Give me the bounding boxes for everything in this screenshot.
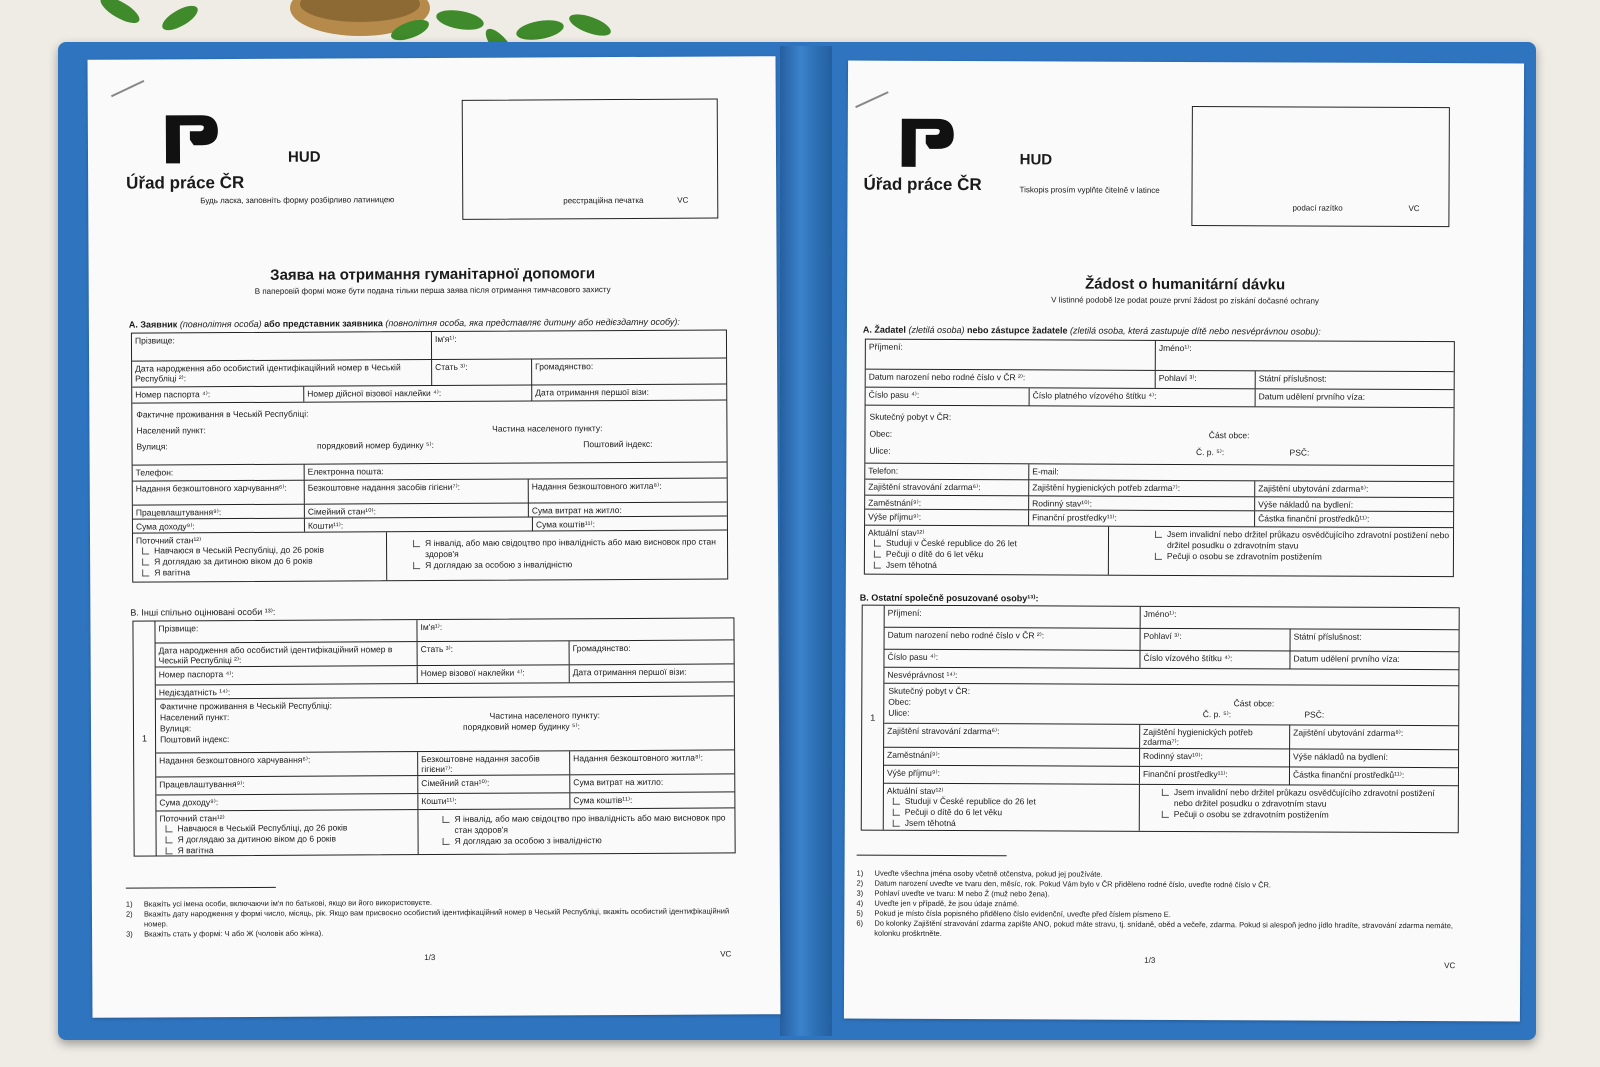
section-a-applicant: Žadatel — [874, 324, 906, 335]
b-field-hygiene[interactable]: Безкоштовне надання засобів гігієни⁷⁾: — [418, 751, 570, 775]
b-field-postcode[interactable]: Поштовий індекс: — [160, 734, 230, 745]
field-email[interactable]: Електронна пошта: — [307, 466, 384, 477]
page-number: 1/3 — [1144, 955, 1156, 965]
section-a-rep-note: (повнолітня особа, яка представляє дитину або недієздатну особу): — [385, 316, 680, 329]
footnote-text: Datum narození uveďte ve tvaru den, měsíc, rok. Pokud Vám bylo v ČR přiděleno rodné číslo, uveďte rodné číslo v ČR. — [874, 878, 1272, 890]
b-status-option[interactable]: Я інвалід, або маю свідоцтво про інвалідність або маю висновок про стан здоров'я — [436, 812, 731, 836]
status-right — [1109, 527, 1453, 577]
footnote-text: Pokud je místo čísla popisného přiděleno číslo evidenční, uveďte před číslem písmeno E. — [874, 908, 1171, 919]
b-status-title: Aktuální stav¹²⁾ — [886, 785, 944, 796]
field-food[interactable]: Надання безкоштовного харчування⁶⁾: — [133, 481, 305, 505]
status-option[interactable]: Pečuji o dítě do 6 let věku — [868, 549, 1105, 561]
field-citizenship[interactable]: Громадянство: — [535, 361, 594, 372]
b-status-option[interactable]: Я вагітна — [160, 844, 415, 855]
section-b-heading: B. Інші спільно оцінювані особи ¹³⁾: — [130, 606, 276, 618]
stamp-code: VC — [1408, 203, 1420, 214]
section-a-form — [864, 339, 1455, 578]
section-a-heading — [129, 317, 680, 330]
b-field-visa-date[interactable]: Datum udělení prvního víza: — [1293, 653, 1400, 664]
b-field-funds[interactable]: Finanční prostředky¹¹⁾: — [1140, 767, 1290, 785]
field-funds[interactable]: Finanční prostředky¹¹⁾: — [1029, 510, 1255, 526]
field-housing[interactable]: Zajištění ubytování zdarma⁸⁾: — [1258, 483, 1369, 494]
footnote-divider — [857, 855, 1007, 857]
b-status-right — [1140, 785, 1458, 832]
b-field-street[interactable]: Вулиця: — [159, 723, 192, 734]
b-field-funds-amount[interactable]: Částka finanční prostředků¹¹⁾: — [1292, 769, 1405, 780]
b-field-incapacity[interactable]: Недієздатність ¹⁴⁾: — [158, 687, 231, 698]
field-municipality-part[interactable]: Část obce: — [1208, 430, 1250, 441]
residence-label: Skutečný pobyt v ČR: — [869, 411, 952, 422]
b-field-postcode[interactable]: PSČ: — [1304, 709, 1325, 720]
b-field-municipality[interactable]: Obec: — [888, 696, 912, 707]
b-status-left — [884, 784, 1140, 831]
b-status-option[interactable]: Навчаюся в Чеській Республіці, до 26 років — [159, 822, 414, 834]
field-sex[interactable]: Стать ³⁾: — [432, 359, 532, 385]
b-field-citizenship[interactable]: Громадянство: — [572, 642, 631, 654]
field-surname[interactable]: Прізвище: — [132, 332, 432, 361]
footnote-number: 4) — [856, 898, 864, 908]
b-status-right — [418, 808, 734, 854]
field-sex[interactable]: Pohlaví ³⁾: — [1156, 371, 1256, 388]
footnotes — [126, 896, 736, 939]
field-employment[interactable]: Працевлаштування⁹⁾: — [133, 505, 305, 519]
field-email[interactable]: E-mail: — [1032, 466, 1059, 477]
section-a-applicant-note: (повнолітня особа) — [179, 318, 262, 330]
b-field-housing-costs[interactable]: Výše nákladů na bydlení: — [1293, 751, 1389, 762]
b-field-funds[interactable]: Кошти¹¹⁾: — [418, 793, 570, 809]
status-title: Aktuální stav¹²⁾ — [868, 527, 925, 538]
b-field-employment[interactable]: Працевлаштування⁹⁾: — [156, 776, 418, 794]
section-a-heading — [863, 325, 1321, 337]
b-field-passport[interactable]: Číslo pasu ⁴⁾: — [884, 650, 1140, 668]
fill-hint: Будь ласка, заповніть форму розбірливо латиницею — [200, 195, 395, 206]
field-dob[interactable]: Datum narození nebo rodné číslo v ČR ²⁾: — [866, 370, 1156, 388]
field-visa-date[interactable]: Дата отримання першої візи: — [535, 386, 650, 398]
b-residence-block — [884, 684, 1458, 726]
footer-code: VC — [720, 949, 732, 959]
b-field-municipality-part[interactable]: Část obce: — [1233, 698, 1275, 709]
b-field-surname[interactable]: Прізвище: — [155, 620, 417, 642]
b-field-passport[interactable]: Номер паспорта ⁴⁾: — [156, 666, 418, 684]
form-subtitle: В паперовій формі може бути подана тільки перша заява після отримання тимчасового захисту — [254, 285, 611, 296]
b-residence-label: Фактичне проживання в Чеській Республіці: — [159, 700, 333, 712]
b-field-locality-part[interactable]: Частина населеного пункту: — [489, 710, 600, 721]
b-field-street[interactable]: Ulice: — [888, 707, 910, 718]
b-field-income[interactable]: Сума доходу⁹⁾: — [156, 794, 418, 810]
page-number: 1/3 — [424, 952, 436, 963]
b-field-visa-date[interactable]: Дата отримання першої візи: — [572, 666, 687, 678]
form-subtitle: V listinné podobě lze podat pouze první žádost po získání dočasné ochrany — [1051, 295, 1319, 306]
field-street[interactable]: Вулиця: — [136, 441, 168, 452]
status-option[interactable]: Jsem invalidní nebo držitel průkazu osvědčujícího zdravotní postižení nebo držitel posudku o zdravotním stavu — [1149, 529, 1450, 552]
form-title: Žádost o humanitární dávku — [1085, 275, 1286, 294]
field-street[interactable]: Ulice: — [869, 445, 891, 456]
field-income[interactable]: Výše příjmu⁹⁾: — [865, 510, 1029, 526]
b-field-locality[interactable]: Населений пункт: — [159, 712, 230, 723]
field-citizenship[interactable]: Státní příslušnost: — [1258, 373, 1327, 384]
footnote-text: Вкажіть стать у формі: Ч або Ж (чоловік або жінка). — [144, 928, 324, 939]
section-b-form — [132, 617, 735, 856]
field-dob[interactable]: Дата народження або особистий ідентифікаційний номер в Чеській Республіці ²⁾: — [132, 360, 432, 387]
stamp-box — [462, 99, 719, 220]
field-hygiene[interactable]: Безкоштовне надання засобів гігієни⁷⁾: — [305, 480, 529, 504]
field-visa-sticker[interactable]: Номер дійсної візової наклейки ⁴⁾: — [304, 385, 532, 401]
footnote-text: Вкажіть дату народження у формі число, місяць, рік. Якщо вам присвоєно особистий ідентифікаційний номер в Чеській Республіці, вкажіть особистий ідентифікаційний номер. — [143, 906, 730, 929]
footnote-divider — [126, 887, 276, 889]
status-option[interactable]: Я доглядаю за особою з інвалідністю — [407, 558, 724, 571]
status-option[interactable]: Навчаюся в Чеській Республіці, до 26 років — [136, 544, 383, 556]
section-a-label: A. — [128, 319, 138, 330]
b-field-housing-costs[interactable]: Сума витрат на житло: — [573, 776, 664, 788]
footnote-number: 6) — [856, 918, 864, 928]
field-family[interactable]: Сімейний стан¹⁰⁾: — [305, 504, 529, 518]
field-food[interactable]: Zajištění stravování zdarma⁶⁾: — [865, 480, 1029, 496]
stamp-label: podací razítko — [1292, 203, 1343, 213]
b-status-option[interactable]: Pečuji o osobu se zdravotním postižením — [1156, 809, 1455, 821]
b-field-name[interactable]: Ім'я¹⁾: — [420, 621, 443, 633]
footer-code: VC — [1444, 961, 1456, 971]
b-field-incapacity[interactable]: Nesvéprávnost ¹⁴⁾: — [887, 669, 958, 681]
stamp-box — [1191, 106, 1450, 227]
b-status-option[interactable]: Studuji v České republice do 26 let — [887, 796, 1136, 808]
urad-prace-logo — [894, 111, 958, 175]
hud-label: HUD — [1019, 151, 1053, 169]
stamp-code: VC — [677, 195, 689, 205]
b-residence-block — [156, 696, 734, 752]
b-field-hygiene[interactable]: Zajištění hygienických potřeb zdarma⁷⁾: — [1140, 725, 1290, 749]
footnote — [126, 926, 736, 939]
b-field-housing[interactable]: Zajištění ubytování zdarma⁸⁾: — [1293, 727, 1404, 738]
field-passport[interactable]: Číslo pasu ⁴⁾: — [866, 388, 1030, 406]
footnote — [856, 919, 1466, 942]
footnote-text: Pohlaví uveďte ve tvaru: M nebo Ž (muž nebo žena). — [874, 888, 1050, 899]
footnote-text: Uveďte jen v případě, že jsou údaje známé. — [874, 898, 1020, 909]
status-option[interactable]: Jsem těhotná — [868, 560, 1105, 572]
stamp-label: реєстраційна печатка — [563, 195, 644, 206]
b-field-food[interactable]: Надання безкоштовного харчування⁶⁾: — [156, 752, 418, 776]
field-income[interactable]: Сума доходу⁹⁾: — [133, 519, 305, 533]
b-status-title: Поточний стан¹²⁾ — [159, 813, 225, 824]
footnote-number: 1) — [856, 868, 864, 878]
residence-block — [865, 406, 1453, 466]
status-option[interactable]: Я інвалід, або маю свідоцтво про інвалідність або маю висновок про стан здоров'я — [407, 536, 724, 560]
status-option[interactable]: Я доглядаю за дитиною віком до 6 років — [136, 555, 383, 567]
czech-form-page — [844, 61, 1524, 1022]
status-left — [865, 526, 1109, 575]
field-locality-part[interactable]: Частина населеного пункту: — [492, 423, 603, 434]
status-left — [133, 532, 387, 581]
footnotes — [856, 869, 1466, 942]
field-postcode[interactable]: PSČ: — [1289, 447, 1310, 458]
field-family[interactable]: Rodinný stav¹⁰⁾: — [1029, 496, 1255, 510]
field-name[interactable]: Ім'я¹⁾: — [434, 333, 457, 344]
field-municipality[interactable]: Obec: — [869, 428, 893, 439]
b-field-housing[interactable]: Надання безкоштовного житла⁸⁾: — [573, 752, 703, 764]
b-field-sex[interactable]: Стать ³⁾: — [418, 641, 570, 665]
office-name: Úřad práce ČR — [863, 174, 982, 195]
status-option[interactable]: Studuji v České republice do 26 let — [868, 538, 1105, 550]
b-field-surname[interactable]: Příjmení: — [885, 606, 1141, 628]
footnote-number: 3) — [126, 929, 133, 939]
office-name: Úřad práce ČR — [126, 172, 245, 193]
b-field-house-no[interactable]: Č. p. ⁵⁾: — [1202, 709, 1232, 720]
section-a-applicant: Заявник — [140, 319, 178, 330]
b-status-option[interactable]: Я доглядаю за особою з інвалідністю — [437, 834, 732, 847]
field-house-no[interactable]: порядковий номер будинку ⁵⁾: — [316, 439, 434, 451]
staple — [855, 91, 889, 108]
field-passport[interactable]: Номер паспорта ⁴⁾: — [132, 387, 304, 403]
row-number: 1 — [133, 621, 156, 855]
b-status-left — [156, 810, 418, 855]
b-field-citizenship[interactable]: Státní příslušnost: — [1293, 631, 1362, 642]
b-field-dob[interactable]: Datum narození nebo rodné číslo v ČR ²⁾: — [885, 628, 1141, 650]
b-field-house-no[interactable]: порядковий номер будинку ⁵⁾: — [462, 721, 581, 732]
ukrainian-form-page — [87, 56, 780, 1018]
field-postcode[interactable]: Поштовий індекс: — [583, 438, 653, 450]
form-title: Заява на отримання гуманітарної допомоги — [270, 265, 596, 284]
b-field-family[interactable]: Rodinný stav¹⁰⁾: — [1140, 749, 1290, 767]
section-b-form — [861, 605, 1460, 834]
footnote-number: 2) — [125, 909, 133, 919]
folder-spine — [780, 46, 832, 1036]
field-name[interactable]: Jméno¹⁾: — [1158, 342, 1192, 354]
b-field-name[interactable]: Jméno¹⁾: — [1143, 608, 1177, 619]
field-funds-amount[interactable]: Částka finanční prostředků¹¹⁾: — [1258, 513, 1370, 524]
b-status-option[interactable]: Jsem těhotná — [887, 818, 1136, 830]
b-field-sex[interactable]: Pohlaví ³⁾: — [1141, 629, 1291, 651]
footnote-text: Uveďte všechna jména osoby včetně otčenstva, pokud jej používáte. — [874, 868, 1103, 879]
field-surname[interactable]: Příjmení: — [866, 340, 1156, 370]
status-right — [387, 530, 727, 580]
footnote-text: Do kolonky Zajištění stravování zdarma zapište ANO, pokud máte stravu, tj. snídaně, oběd a večeře, zdarma. Pokud si alespoň jedno jídlo hradíte, stravování zdarma nemáte, kolonku proškrtněte. — [874, 918, 1453, 938]
hud-label: HUD — [287, 148, 321, 166]
section-a-or-rep: nebo zástupce žadatele — [966, 325, 1068, 336]
b-field-food[interactable]: Zajištění stravování zdarma⁶⁾: — [884, 724, 1140, 748]
section-a-form — [131, 329, 728, 582]
b-status-option[interactable]: Я доглядаю за дитиною віком до 6 років — [160, 833, 415, 845]
b-status-option[interactable]: Pečuji o dítě do 6 let věku — [887, 807, 1136, 819]
field-employment[interactable]: Zaměstnání⁹⁾: — [865, 496, 1029, 510]
field-phone[interactable]: Телефон: — [133, 465, 305, 481]
section-b-heading: B. Ostatní společně posuzované osoby¹³⁾: — [859, 592, 1039, 604]
row-number: 1 — [862, 606, 885, 830]
field-phone[interactable]: Telefon: — [865, 464, 1029, 480]
section-a-rep-note: (zletilá osoba, která zastupuje dítě nebo nesvéprávnou osobu): — [1070, 325, 1321, 337]
b-field-funds-amount[interactable]: Сума коштів¹¹⁾: — [573, 794, 633, 806]
field-funds-amount[interactable]: Сума коштів¹¹⁾: — [535, 519, 595, 530]
status-option[interactable]: Pečuji o osobu se zdravotním postižením — [1149, 551, 1450, 563]
footnote-number: 3) — [856, 888, 864, 898]
b-field-visa-sticker[interactable]: Číslo vízového štítku ⁴⁾: — [1140, 651, 1290, 669]
b-field-family[interactable]: Сімейний стан¹⁰⁾: — [418, 775, 570, 793]
section-a-applicant-note: (zletilá osoba) — [908, 324, 965, 336]
footnote-number: 5) — [856, 908, 864, 918]
urad-prace-logo — [158, 107, 222, 171]
field-funds[interactable]: Кошти¹¹⁾: — [305, 517, 533, 531]
field-visa-sticker[interactable]: Číslo platného vízového štítku ⁴⁾: — [1030, 388, 1256, 406]
residence-block — [132, 400, 726, 464]
b-field-dob[interactable]: Дата народження або особистий ідентифікаційний номер в Чеській Республіці ²⁾: — [156, 642, 418, 666]
b-field-employment[interactable]: Zaměstnání⁹⁾: — [884, 748, 1140, 766]
residence-label: Фактичне проживання в Чеській Республіці: — [136, 408, 309, 420]
footnote-number: 1) — [125, 899, 133, 909]
b-field-income[interactable]: Výše příjmu⁹⁾: — [884, 766, 1140, 784]
section-a-or-rep: або представник заявника — [264, 318, 383, 329]
b-status-option[interactable]: Jsem invalidní nebo držitel průkazu osvědčujícího zdravotní postižení nebo držitel posudku o zdravotním stavu — [1156, 787, 1455, 810]
footnote-number: 2) — [856, 878, 864, 888]
field-visa-date[interactable]: Datum udělení prvního víza: — [1258, 391, 1365, 402]
section-a-label: A. — [862, 324, 872, 335]
footnote-text: Вкажіть усі імена особи, включаючи ім'я по батькові, якщо ви його використовуєте. — [143, 898, 432, 909]
field-locality[interactable]: Населений пункт: — [136, 425, 206, 436]
field-housing-costs[interactable]: Výše nákladů na bydlení: — [1258, 499, 1354, 510]
field-hygiene[interactable]: Zajištění hygienických potřeb zdarma⁷⁾: — [1029, 480, 1255, 496]
b-field-visa-sticker[interactable]: Номер візової наклейки ⁴⁾: — [418, 665, 570, 683]
b-residence-label: Skutečný pobyt v ČR: — [888, 685, 971, 697]
status-title: Поточний стан¹²⁾ — [135, 535, 202, 546]
staple — [111, 80, 144, 97]
field-house-no[interactable]: Č. p. ⁵⁾: — [1195, 447, 1225, 458]
field-housing[interactable]: Надання безкоштовного житла⁸⁾: — [531, 480, 662, 492]
status-option[interactable]: Я вагітна — [136, 566, 383, 578]
fill-hint: Tiskopis prosím vyplňte čitelně v latince — [1019, 185, 1160, 195]
field-housing-costs[interactable]: Сума витрат на житло: — [531, 505, 622, 516]
